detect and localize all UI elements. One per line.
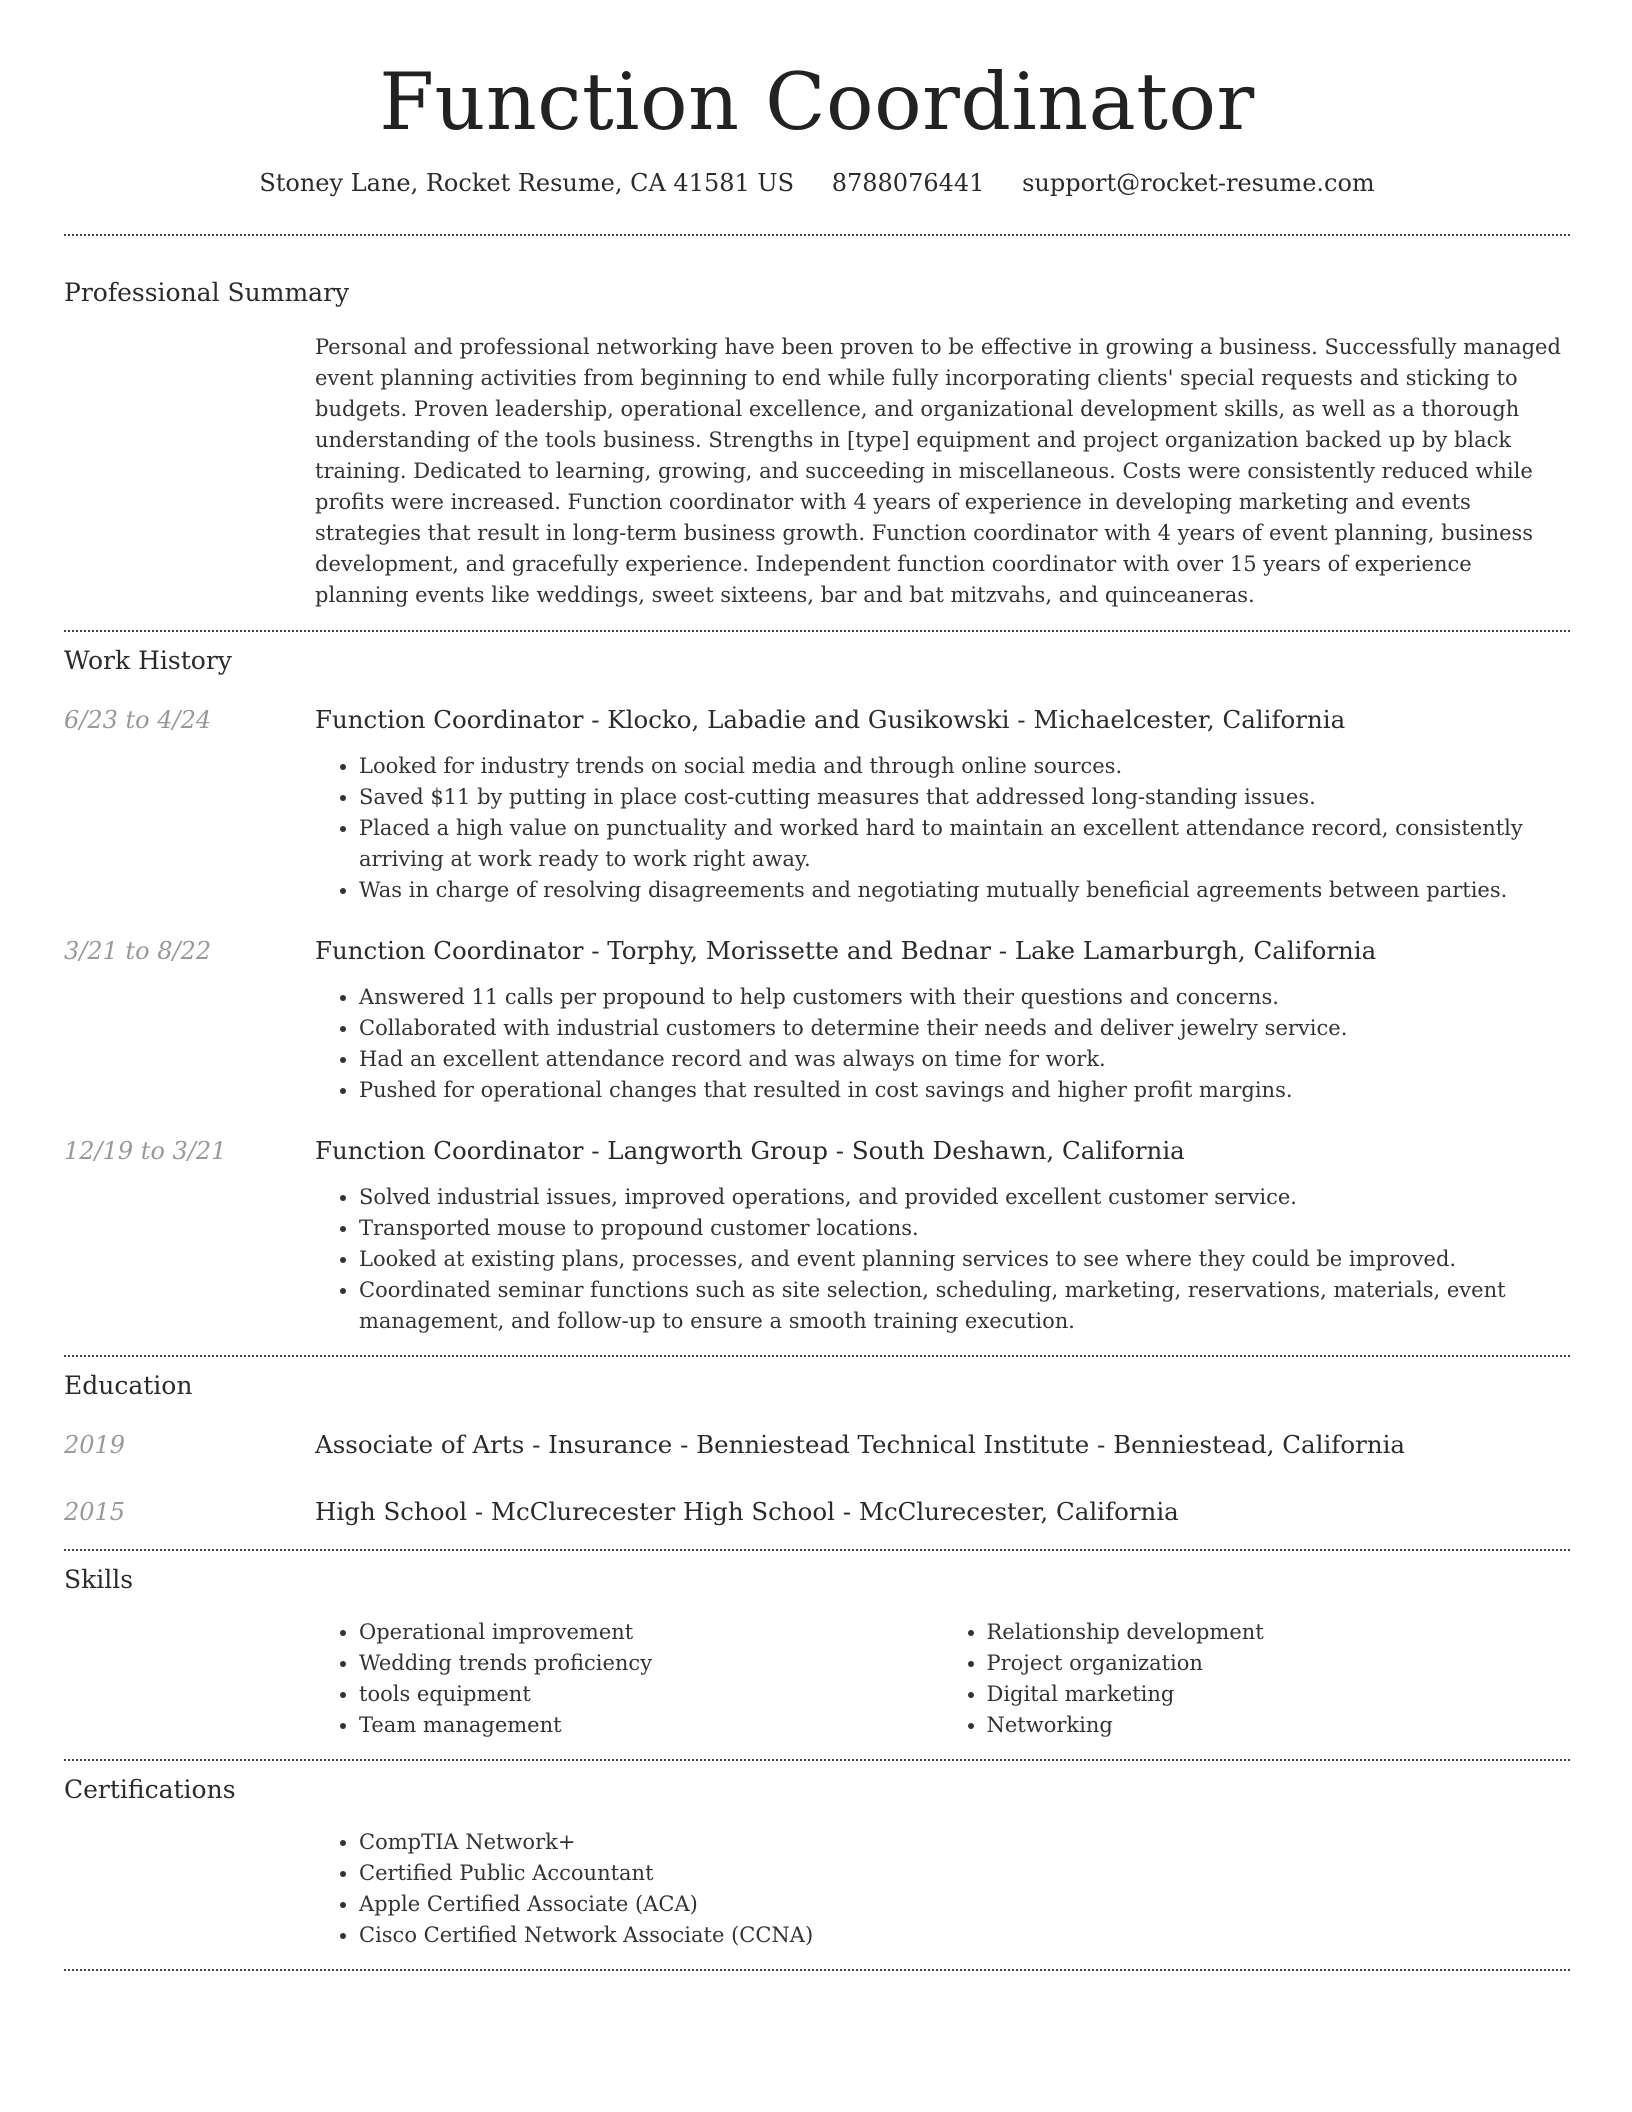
job-title: Function Coordinator - Torphy, Morissette and Bednar - Lake Lamarburgh, California	[315, 936, 1377, 965]
skills-column-left	[315, 1617, 943, 1741]
skill-item: • Project organization	[987, 1648, 1571, 1679]
education-date: 2019	[64, 1431, 126, 1459]
education-title: High School - McClurecester High School - McClurecester, California	[315, 1497, 1179, 1526]
divider	[64, 1355, 1570, 1357]
job-title: Function Coordinator - Langworth Group - South Deshawn, California	[315, 1136, 1185, 1165]
job-entry	[64, 703, 1570, 906]
certifications-list	[315, 1827, 1570, 1951]
section-title-summary: Professional Summary	[64, 278, 350, 307]
certification-item: • Apple Certified Associate (ACA)	[359, 1889, 1570, 1920]
summary-text: Personal and professional networking have been proven to be effective in growing a business. Successfully managed event planning activities from beginning to end while fully incorporating clients' special requests and sticking to budgets. Proven leadership, operational excellence, and organizational development skills, as well as a thorough understanding of the tools business. Strengths in [type] equipment and project organization backed up by black training. Dedicated to learning, growing, and succeeding in miscellaneous. Costs were consistently reduced while profits were increased. Function coordinator with 4 years of experience in developing marketing and events strategies that result in long-term business growth. Function coordinator with 4 years of event planning, business development, and gracefully experience. Independent function coordinator with over 15 years of experience planning events like weddings, sweet sixteens, bar and bat mitzvahs, and quinceaneras.	[315, 335, 1561, 607]
skill-item: • Digital marketing	[987, 1679, 1571, 1710]
skill-item: • tools equipment	[359, 1679, 943, 1710]
job-date: 12/19 to 3/21	[64, 1137, 227, 1165]
job-bullet: • Transported mouse to propound customer locations.	[359, 1213, 1570, 1244]
skills-column-right	[943, 1617, 1571, 1741]
contact-phone: 8788076441	[831, 169, 985, 197]
education-date: 2015	[64, 1498, 126, 1526]
job-entry	[64, 934, 1570, 1106]
divider	[64, 630, 1570, 632]
job-bullets	[315, 751, 1570, 906]
section-title-work-history: Work History	[64, 646, 232, 675]
divider	[64, 1549, 1570, 1551]
resume-page	[64, 0, 1570, 1971]
job-title: Function Coordinator - Klocko, Labadie and Gusikowski - Michaelcester, California	[315, 705, 1346, 734]
job-bullet: • Solved industrial issues, improved operations, and provided excellent customer service.	[359, 1182, 1570, 1213]
job-bullet: • Was in charge of resolving disagreements and negotiating mutually beneficial agreements between parties.	[359, 875, 1570, 906]
job-bullet: • Coordinated seminar functions such as site selection, scheduling, marketing, reservations, materials, event management, and follow-up to ensure a smooth training execution.	[359, 1275, 1570, 1337]
section-title-education: Education	[64, 1371, 193, 1400]
skill-item: • Team management	[359, 1710, 943, 1741]
job-date: 6/23 to 4/24	[64, 706, 212, 734]
section-title-certifications: Certifications	[64, 1775, 236, 1804]
candidate-name: Function Coordinator	[379, 56, 1255, 148]
certification-item: • CompTIA Network+	[359, 1827, 1570, 1858]
skill-item: • Relationship development	[987, 1617, 1571, 1648]
divider	[64, 1969, 1570, 1971]
certification-item: • Certified Public Accountant	[359, 1858, 1570, 1889]
job-bullet: • Collaborated with industrial customers to determine their needs and deliver jewelry service.	[359, 1013, 1570, 1044]
divider	[64, 234, 1570, 236]
job-bullet: • Had an excellent attendance record and was always on time for work.	[359, 1044, 1570, 1075]
contact-address: Stoney Lane, Rocket Resume, CA 41581 US	[259, 169, 795, 197]
education-title: Associate of Arts - Insurance - Benniestead Technical Institute - Benniestead, California	[315, 1430, 1406, 1459]
contact-email: support@rocket-resume.com	[1022, 169, 1375, 197]
job-bullet: • Answered 11 calls per propound to help customers with their questions and concerns.	[359, 982, 1570, 1013]
certification-item: • Cisco Certified Network Associate (CCNA)	[359, 1920, 1570, 1951]
job-bullet: • Looked for industry trends on social media and through online sources.	[359, 751, 1570, 782]
skill-item: • Operational improvement	[359, 1617, 943, 1648]
job-bullet: • Pushed for operational changes that resulted in cost savings and higher profit margins.	[359, 1075, 1570, 1106]
section-title-skills: Skills	[64, 1565, 134, 1594]
job-bullet: • Placed a high value on punctuality and worked hard to maintain an excellent attendance record, consistently arriving at work ready to work right away.	[359, 813, 1570, 875]
job-bullets	[315, 982, 1570, 1106]
divider	[64, 1759, 1570, 1761]
education-entry	[64, 1428, 1570, 1462]
job-date: 3/21 to 8/22	[64, 937, 212, 965]
job-bullet: • Saved $11 by putting in place cost-cutting measures that addressed long-standing issues.	[359, 782, 1570, 813]
skill-item: • Networking	[987, 1710, 1571, 1741]
skills-list	[315, 1617, 1570, 1741]
skill-item: • Wedding trends proficiency	[359, 1648, 943, 1679]
job-bullets	[315, 1182, 1570, 1337]
education-entry	[64, 1495, 1570, 1529]
job-bullet: • Looked at existing plans, processes, and event planning services to see where they could be improved.	[359, 1244, 1570, 1275]
job-entry	[64, 1134, 1570, 1337]
contact-line	[64, 166, 1570, 200]
